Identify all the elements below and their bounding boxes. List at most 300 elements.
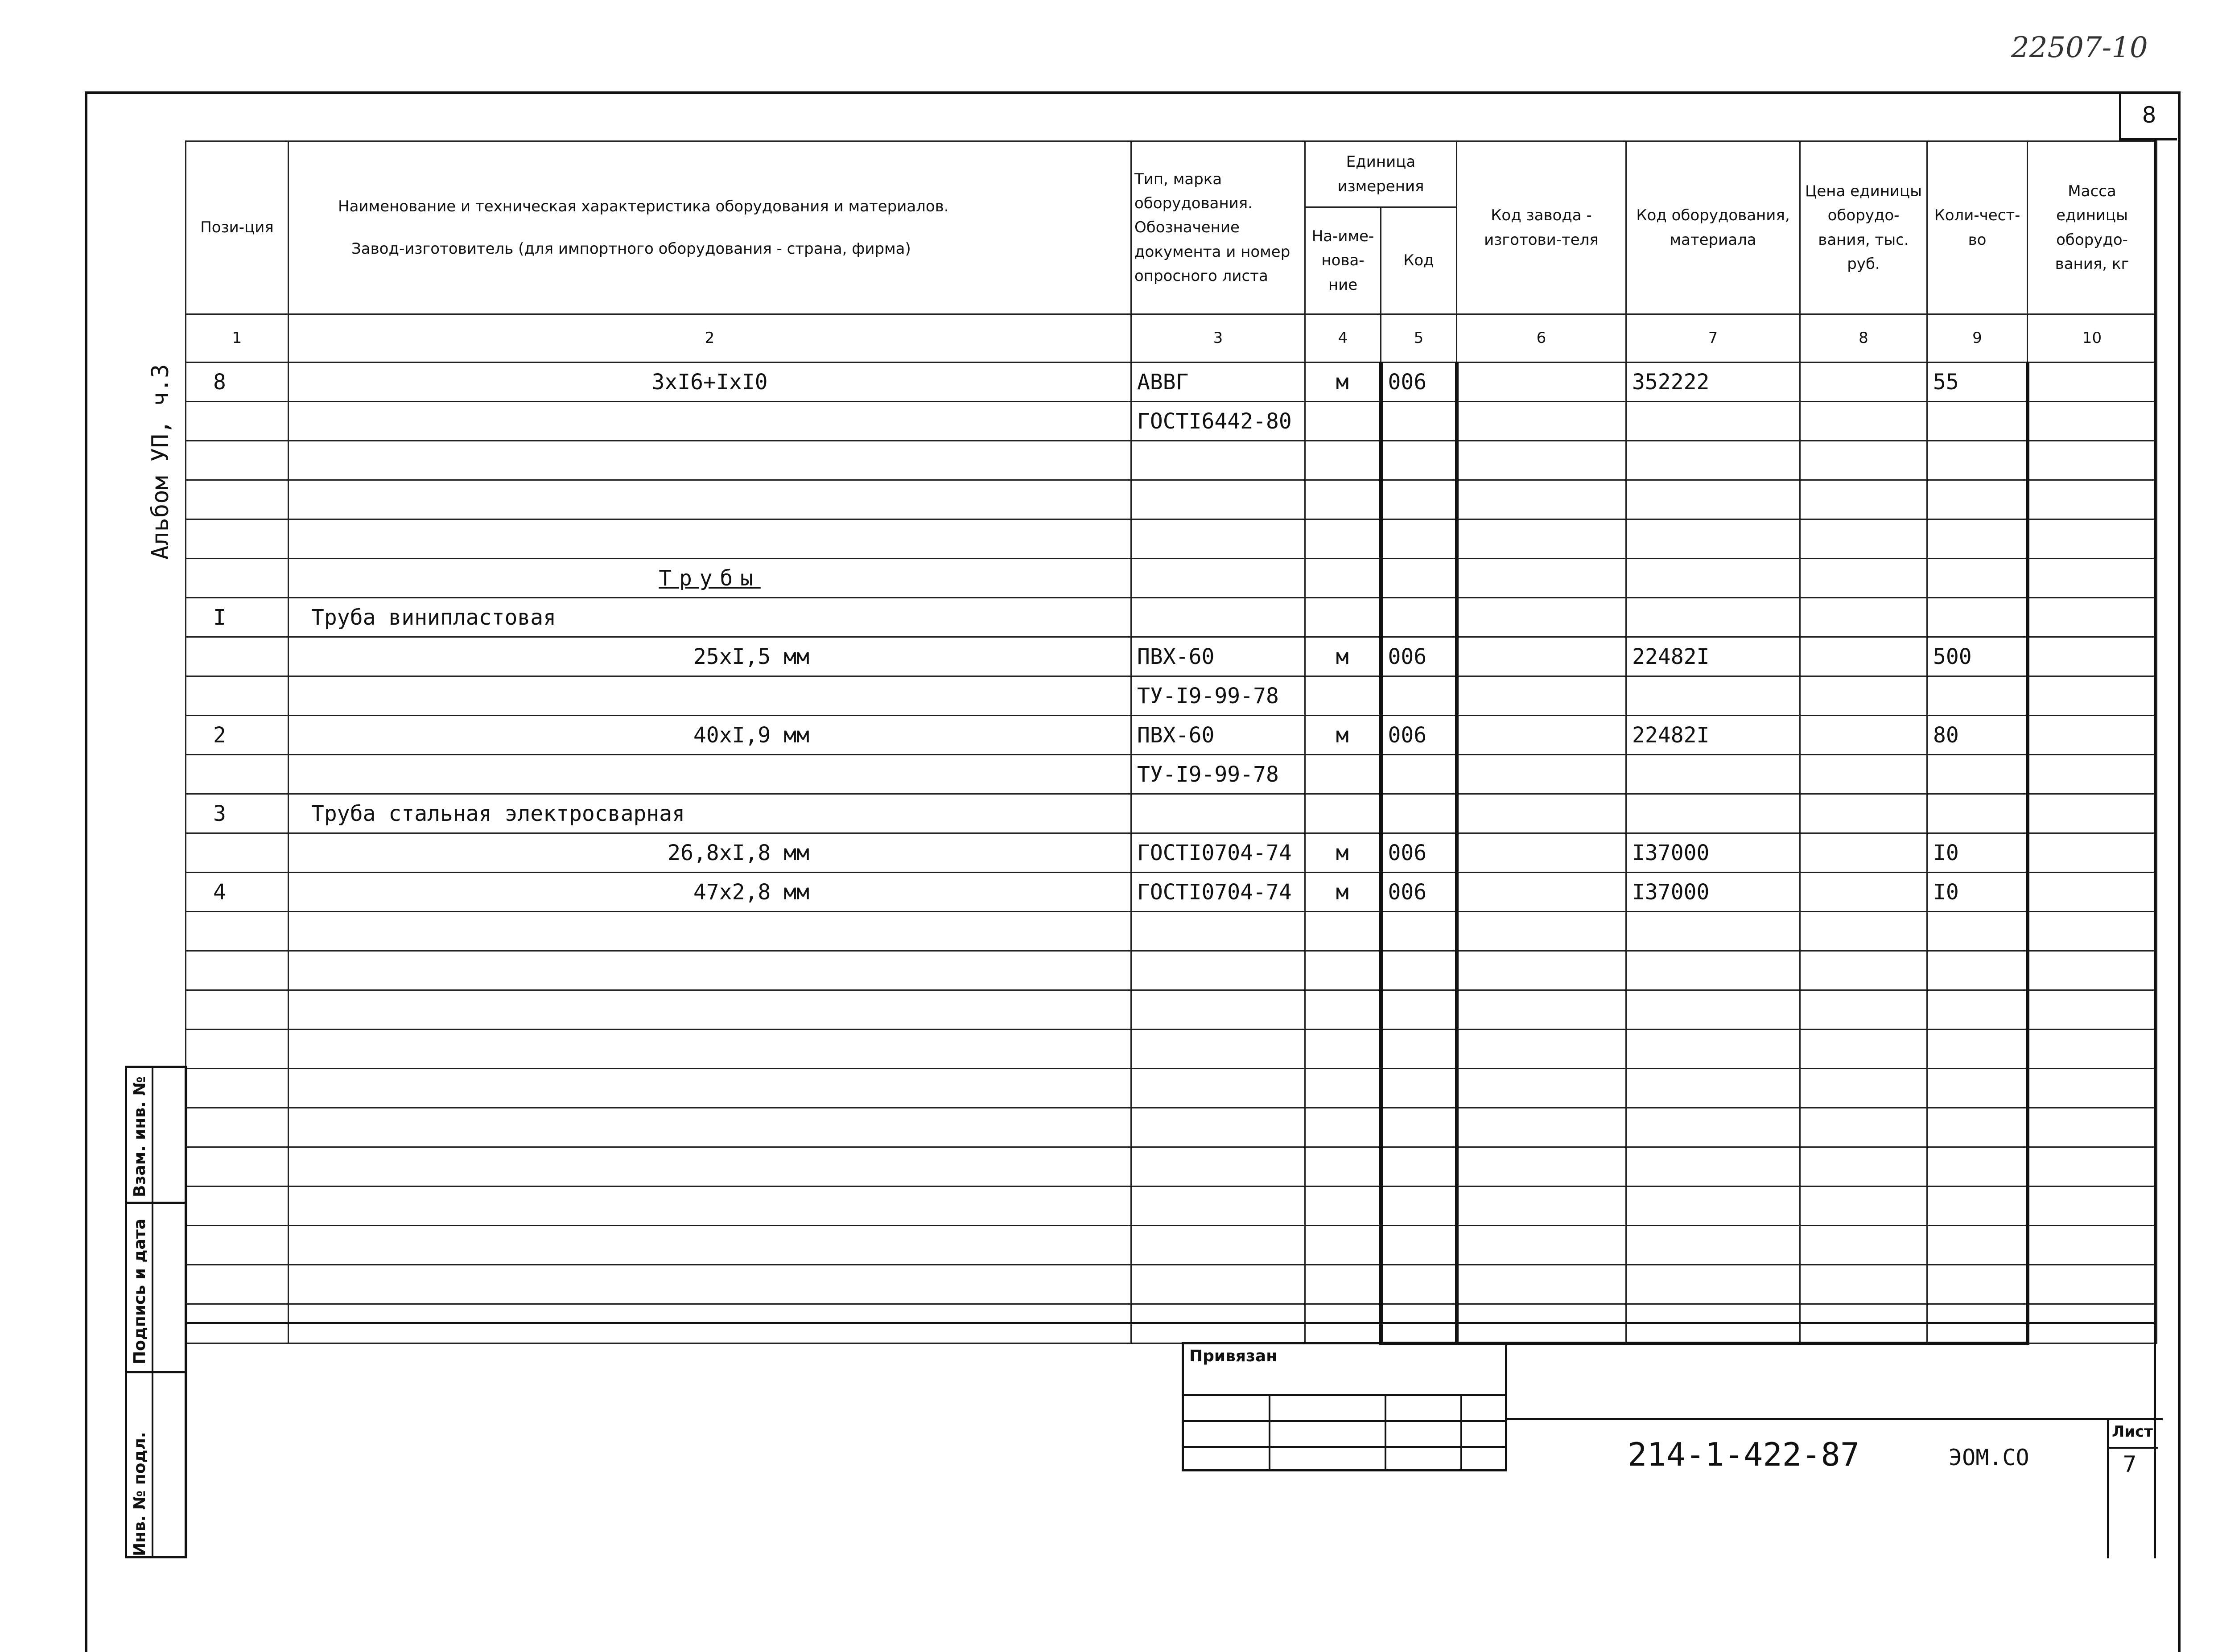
row-mass [2028,794,2157,833]
row-unit [1305,598,1381,637]
document-number: 22507-10 [2011,31,2148,64]
row-mass [2028,1226,2157,1265]
table-row [186,755,2157,794]
row-price [1800,441,1927,480]
sheet-cell [2107,1420,2156,1558]
row-price [1800,990,1927,1030]
row-code: 006 [1381,833,1457,873]
col-number: 2 [289,314,1131,363]
row-material-code [1626,794,1800,833]
row-quantity [1927,402,2028,441]
row-quantity [1927,990,2028,1030]
row-mass [2028,1108,2157,1147]
row-type: АВВГ [1131,363,1305,402]
row-material-code [1626,1265,1800,1304]
sidebar-signature-date: Подпись и дата [131,1219,149,1364]
row-name [289,1226,1131,1265]
row-price [1800,755,1927,794]
row-name: 26,8xI,8 мм [289,833,1131,873]
row-material-code [1626,912,1800,951]
row-material-code: I37000 [1626,833,1800,873]
frame-right-inner [2154,140,2156,1558]
document-designation: 214-1-422-87 [1628,1436,1860,1473]
row-position [186,1108,289,1147]
row-name [289,676,1131,716]
row-unit [1305,990,1381,1030]
row-code: 006 [1381,716,1457,755]
row-quantity [1927,1186,2028,1226]
sidebar-original-inv: Инв. № подл. [131,1432,149,1556]
row-name [289,519,1131,559]
row-name [289,480,1131,519]
row-quantity [1927,441,2028,480]
title-block-line-2 [1507,1418,2163,1420]
row-plant-code [1457,794,1626,833]
row-mass [2028,637,2157,676]
row-mass [2028,1186,2157,1226]
row-plant-code [1457,1226,1626,1265]
row-type [1131,1186,1305,1226]
row-code [1381,1069,1457,1108]
row-type: ГОСТI0704-74 [1131,833,1305,873]
row-price [1800,1030,1927,1069]
row-plant-code [1457,716,1626,755]
row-code [1381,598,1457,637]
row-unit [1305,1069,1381,1108]
row-code [1381,1147,1457,1186]
row-name [289,441,1131,480]
row-name [289,1108,1131,1147]
sheet-number: 7 [2123,1451,2137,1477]
header-unit: Единица измерения [1305,141,1457,207]
row-name [289,1069,1131,1108]
row-quantity [1927,912,2028,951]
table-row [186,363,2157,402]
row-code [1381,1108,1457,1147]
table-row [186,637,2157,676]
row-plant-code [1457,480,1626,519]
row-code [1381,1265,1457,1304]
row-position [186,833,289,873]
row-unit [1305,559,1381,598]
row-unit [1305,1108,1381,1147]
row-name [289,1265,1131,1304]
row-plant-code [1457,363,1626,402]
row-plant-code [1457,755,1626,794]
row-code [1381,912,1457,951]
row-plant-code [1457,1108,1626,1147]
table-row [186,480,2157,519]
table-row [186,873,2157,912]
table-row [186,833,2157,873]
row-plant-code [1457,559,1626,598]
row-plant-code [1457,1030,1626,1069]
row-plant-code [1457,441,1626,480]
row-unit [1305,402,1381,441]
table-row [186,794,2157,833]
row-quantity: 55 [1927,363,2028,402]
row-quantity [1927,755,2028,794]
row-unit [1305,519,1381,559]
row-price [1800,637,1927,676]
row-mass [2028,716,2157,755]
row-material-code [1626,951,1800,990]
row-mass [2028,402,2157,441]
row-name: 3xI6+IxI0 [289,363,1131,402]
table-row [186,598,2157,637]
sheet-number-top: 8 [2119,91,2177,140]
row-plant-code [1457,873,1626,912]
row-price [1800,1265,1927,1304]
header-name [289,141,1131,314]
row-material-code [1626,598,1800,637]
row-code: 006 [1381,637,1457,676]
row-mass [2028,676,2157,716]
row-price [1800,402,1927,441]
header-name-line2: Завод-изготовитель (для импортного оборудования - страна, фирма) [351,239,911,258]
inventory-sidebar [125,1066,187,1558]
row-code [1381,1186,1457,1226]
header-quantity: Коли-чест-во [1927,141,2028,314]
table-row [186,441,2157,480]
row-price [1800,1108,1927,1147]
table-row [186,951,2157,990]
row-type [1131,598,1305,637]
row-position [186,637,289,676]
row-name [289,990,1131,1030]
row-price [1800,676,1927,716]
row-plant-code [1457,912,1626,951]
row-name [289,951,1131,990]
row-plant-code [1457,1147,1626,1186]
binding-stamp [1182,1342,1507,1471]
row-type [1131,794,1305,833]
row-quantity [1927,1147,2028,1186]
table-row [186,1069,2157,1108]
row-mass [2028,990,2157,1030]
row-name [289,1030,1131,1069]
row-type: ПВХ-60 [1131,716,1305,755]
row-mass [2028,441,2157,480]
row-unit [1305,480,1381,519]
row-unit [1305,794,1381,833]
row-mass [2028,1030,2157,1069]
row-price [1800,1069,1927,1108]
row-quantity [1927,480,2028,519]
row-material-code: 22482I [1626,637,1800,676]
row-type: ТУ-I9-99-78 [1131,676,1305,716]
col-number: 3 [1131,314,1305,363]
row-name: Трубы [289,559,1131,598]
col-number: 10 [2028,314,2157,363]
row-quantity [1927,598,2028,637]
row-code [1381,676,1457,716]
header-price: Цена единицы оборудо-вания, тыс. руб. [1800,141,1927,314]
row-type [1131,1108,1305,1147]
row-material-code [1626,1147,1800,1186]
row-mass [2028,363,2157,402]
col-number: 1 [186,314,289,363]
table-row [186,912,2157,951]
table-row [186,1147,2157,1186]
header-name-line1: Наименование и техническая характеристика оборудования и материалов. [338,198,949,216]
row-unit [1305,1226,1381,1265]
row-position [186,480,289,519]
row-position [186,559,289,598]
header-mass: Масса единицы оборудо-вания, кг [2028,141,2157,314]
row-material-code [1626,1226,1800,1265]
row-quantity [1927,1030,2028,1069]
binding-stamp-label: Привязан [1189,1347,1278,1365]
row-quantity [1927,1108,2028,1147]
row-position [186,1186,289,1226]
row-position [186,1265,289,1304]
row-material-code [1626,755,1800,794]
row-mass [2028,833,2157,873]
row-type [1131,990,1305,1030]
row-quantity [1927,794,2028,833]
row-quantity: I0 [1927,833,2028,873]
col-number: 5 [1381,314,1457,363]
row-position: 4 [186,873,289,912]
row-unit [1305,755,1381,794]
row-material-code [1626,676,1800,716]
row-type: ГОСТI6442-80 [1131,402,1305,441]
row-type: ТУ-I9-99-78 [1131,755,1305,794]
row-position [186,951,289,990]
header-unit-name: На-име-нова-ние [1305,207,1381,314]
row-position [186,755,289,794]
row-price [1800,716,1927,755]
header-plant-code: Код завода - изготови-теля [1457,141,1626,314]
row-material-code [1626,1108,1800,1147]
row-type [1131,1069,1305,1108]
row-code [1381,480,1457,519]
table-row [186,1030,2157,1069]
row-name: Труба винипластовая [289,598,1131,637]
row-price [1800,363,1927,402]
table-row [186,402,2157,441]
row-quantity: I0 [1927,873,2028,912]
row-type: ГОСТI0704-74 [1131,873,1305,912]
specification-table [185,140,2157,1345]
row-name [289,1186,1131,1226]
row-code [1381,519,1457,559]
row-code: 006 [1381,873,1457,912]
row-unit: м [1305,833,1381,873]
album-label: Альбом УП, ч.3 [147,364,174,560]
row-position [186,912,289,951]
row-position [186,990,289,1030]
row-type [1131,951,1305,990]
row-price [1800,833,1927,873]
row-mass [2028,559,2157,598]
row-type [1131,441,1305,480]
row-position: I [186,598,289,637]
row-code [1381,1030,1457,1069]
row-price [1800,598,1927,637]
row-price [1800,1226,1927,1265]
row-material-code: 352222 [1626,363,1800,402]
table-row [186,559,2157,598]
row-code [1381,951,1457,990]
row-position [186,1069,289,1108]
row-name [289,402,1131,441]
header-unit-code: Код [1381,207,1457,314]
row-material-code [1626,519,1800,559]
row-code [1381,755,1457,794]
sheet-label: Лист [2112,1423,2153,1441]
row-quantity [1927,559,2028,598]
col-number: 8 [1800,314,1927,363]
row-mass [2028,480,2157,519]
document-code: ЭОМ.СО [1949,1445,2029,1471]
row-position [186,1147,289,1186]
row-plant-code [1457,1186,1626,1226]
row-type [1131,912,1305,951]
row-position [186,402,289,441]
row-code [1381,559,1457,598]
row-quantity [1927,1226,2028,1265]
row-unit [1305,1265,1381,1304]
row-type [1131,1226,1305,1265]
header-material-code: Код оборудования, материала [1626,141,1800,314]
row-code [1381,441,1457,480]
row-unit: м [1305,637,1381,676]
row-material-code [1626,1186,1800,1226]
table-row [186,1226,2157,1265]
table-row [186,519,2157,559]
row-position: 3 [186,794,289,833]
row-mass [2028,755,2157,794]
row-position [186,1030,289,1069]
row-material-code [1626,990,1800,1030]
row-position: 8 [186,363,289,402]
row-quantity: 80 [1927,716,2028,755]
row-unit: м [1305,363,1381,402]
row-type [1131,559,1305,598]
row-material-code [1626,1030,1800,1069]
row-type: ПВХ-60 [1131,637,1305,676]
row-plant-code [1457,951,1626,990]
row-material-code [1626,559,1800,598]
row-quantity [1927,1265,2028,1304]
column-numbers-row [186,314,2157,363]
table-row [186,676,2157,716]
row-quantity [1927,519,2028,559]
table-row [186,1108,2157,1147]
row-plant-code [1457,833,1626,873]
header-type: Тип, марка оборудования. Обозначение документа и номер опросного листа [1131,141,1305,314]
row-position [186,1226,289,1265]
row-price [1800,559,1927,598]
col-number: 9 [1927,314,2028,363]
row-unit [1305,1147,1381,1186]
row-material-code [1626,402,1800,441]
row-name [289,1147,1131,1186]
row-position [186,441,289,480]
table-row [186,990,2157,1030]
col-number: 7 [1626,314,1800,363]
row-unit [1305,912,1381,951]
row-material-code [1626,441,1800,480]
row-mass [2028,1069,2157,1108]
row-quantity [1927,1069,2028,1108]
row-price [1800,519,1927,559]
table-row [186,1265,2157,1304]
row-price [1800,480,1927,519]
title-block-line [185,1322,2156,1324]
row-plant-code [1457,402,1626,441]
row-code [1381,794,1457,833]
sidebar-replaced-inv: Взам. инв. № [131,1076,149,1197]
col-number: 4 [1305,314,1381,363]
row-plant-code [1457,676,1626,716]
row-mass [2028,1265,2157,1304]
row-price [1800,912,1927,951]
row-quantity [1927,676,2028,716]
row-unit: м [1305,873,1381,912]
row-code [1381,402,1457,441]
row-mass [2028,519,2157,559]
row-unit: м [1305,716,1381,755]
row-price [1800,951,1927,990]
row-code: 006 [1381,363,1457,402]
row-quantity: 500 [1927,637,2028,676]
row-mass [2028,598,2157,637]
row-type [1131,1265,1305,1304]
row-type [1131,1147,1305,1186]
row-price [1800,873,1927,912]
row-mass [2028,951,2157,990]
row-plant-code [1457,598,1626,637]
row-code [1381,990,1457,1030]
row-plant-code [1457,990,1626,1030]
row-price [1800,794,1927,833]
row-plant-code [1457,637,1626,676]
row-mass [2028,912,2157,951]
row-material-code: 22482I [1626,716,1800,755]
row-plant-code [1457,1265,1626,1304]
row-unit [1305,1186,1381,1226]
row-position [186,676,289,716]
table-row [186,1186,2157,1226]
table-row [186,716,2157,755]
row-material-code [1626,1069,1800,1108]
row-type [1131,519,1305,559]
row-mass [2028,1147,2157,1186]
row-name: 47x2,8 мм [289,873,1131,912]
row-type [1131,480,1305,519]
row-quantity [1927,951,2028,990]
row-unit [1305,1030,1381,1069]
row-name: 25xI,5 мм [289,637,1131,676]
row-plant-code [1457,1069,1626,1108]
row-position [186,519,289,559]
row-unit [1305,676,1381,716]
row-name: 40xI,9 мм [289,716,1131,755]
row-code [1381,1226,1457,1265]
row-unit [1305,441,1381,480]
row-price [1800,1186,1927,1226]
row-unit [1305,951,1381,990]
col-number: 6 [1457,314,1626,363]
row-type [1131,1030,1305,1069]
row-material-code: I37000 [1626,873,1800,912]
header-position: Пози-ция [186,141,289,314]
row-position: 2 [186,716,289,755]
row-material-code [1626,480,1800,519]
